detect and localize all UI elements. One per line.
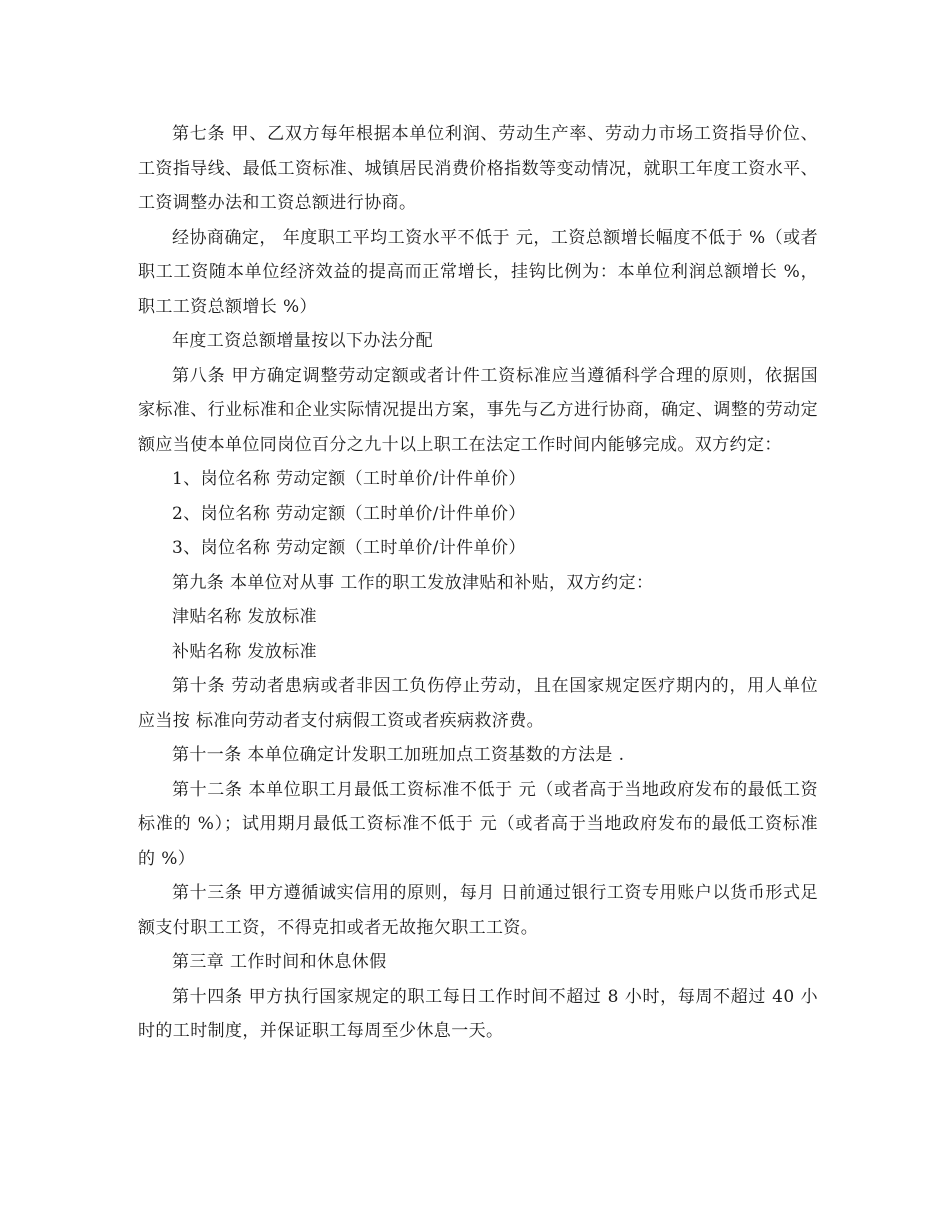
paragraph-allowance: 津贴名称 发放标准	[172, 607, 318, 627]
paragraph-article-14: 第十四条 甲方执行国家规定的职工每日工作时间不超过 8 小时，每周不超过 40 小时的工时制度，并保证职工每周至少休息一天。	[138, 986, 818, 1041]
paragraph-wage-increment: 年度工资总额增量按以下办法分配	[172, 331, 433, 351]
document-body	[138, 117, 818, 1049]
paragraph-post-1: 1、岗位名称 劳动定额（工时单价/计件单价）	[172, 469, 526, 489]
paragraph-article-10: 第十条 劳动者患病或者非因工负伤停止劳动，且在国家规定医疗期内的，用人单位应当按 标准向劳动者支付病假工资或者疾病救济费。	[138, 676, 818, 731]
paragraph-article-8: 第八条 甲方确定调整劳动定额或者计件工资标准应当遵循科学合理的原则，依据国家标准、行业标准和企业实际情况提出方案，事先与乙方进行协商，确定、调整的劳动定额应当使本单位同岗位百分之九十以上职工在法定工作时间内能够完成。双方约定：	[138, 365, 818, 455]
paragraph-post-2: 2、岗位名称 劳动定额（工时单价/计件单价）	[172, 503, 526, 524]
paragraph-negotiation-result: 经协商确定， 年度职工平均工资水平不低于 元，工资总额增长幅度不低于 %（或者职工工资随本单位经济效益的提高而正常增长，挂钩比例为：本单位利润总额增长 %，职工工资总额增长 %）	[138, 227, 818, 317]
paragraph-article-7: 第七条 甲、乙双方每年根据本单位利润、劳动生产率、劳动力市场工资指导价位、工资指导线、最低工资标准、城镇居民消费价格指数等变动情况，就职工年度工资水平、工资调整办法和工资总额进行协商。	[138, 124, 818, 213]
paragraph-article-13: 第十三条 甲方遵循诚实信用的原则，每月 日前通过银行工资专用账户以货币形式足额支付职工工资，不得克扣或者无故拖欠职工工资。	[138, 883, 818, 938]
paragraph-article-12: 第十二条 本单位职工月最低工资标准不低于 元（或者高于当地政府发布的最低工资标准的 %）；试用期月最低工资标准不低于 元（或者高于当地政府发布的最低工资标准的 %）	[138, 779, 818, 869]
paragraph-article-11: 第十一条 本单位确定计发职工加班加点工资基数的方法是 .	[172, 745, 625, 765]
paragraph-subsidy: 补贴名称 发放标准	[172, 641, 318, 662]
chapter-heading-3: 第三章 工作时间和休息休假	[172, 952, 387, 972]
paragraph-article-9: 第九条 本单位对从事 工作的职工发放津贴和补贴，双方约定：	[172, 572, 654, 593]
paragraph-post-3: 3、岗位名称 劳动定额（工时单价/计件单价）	[172, 538, 526, 558]
